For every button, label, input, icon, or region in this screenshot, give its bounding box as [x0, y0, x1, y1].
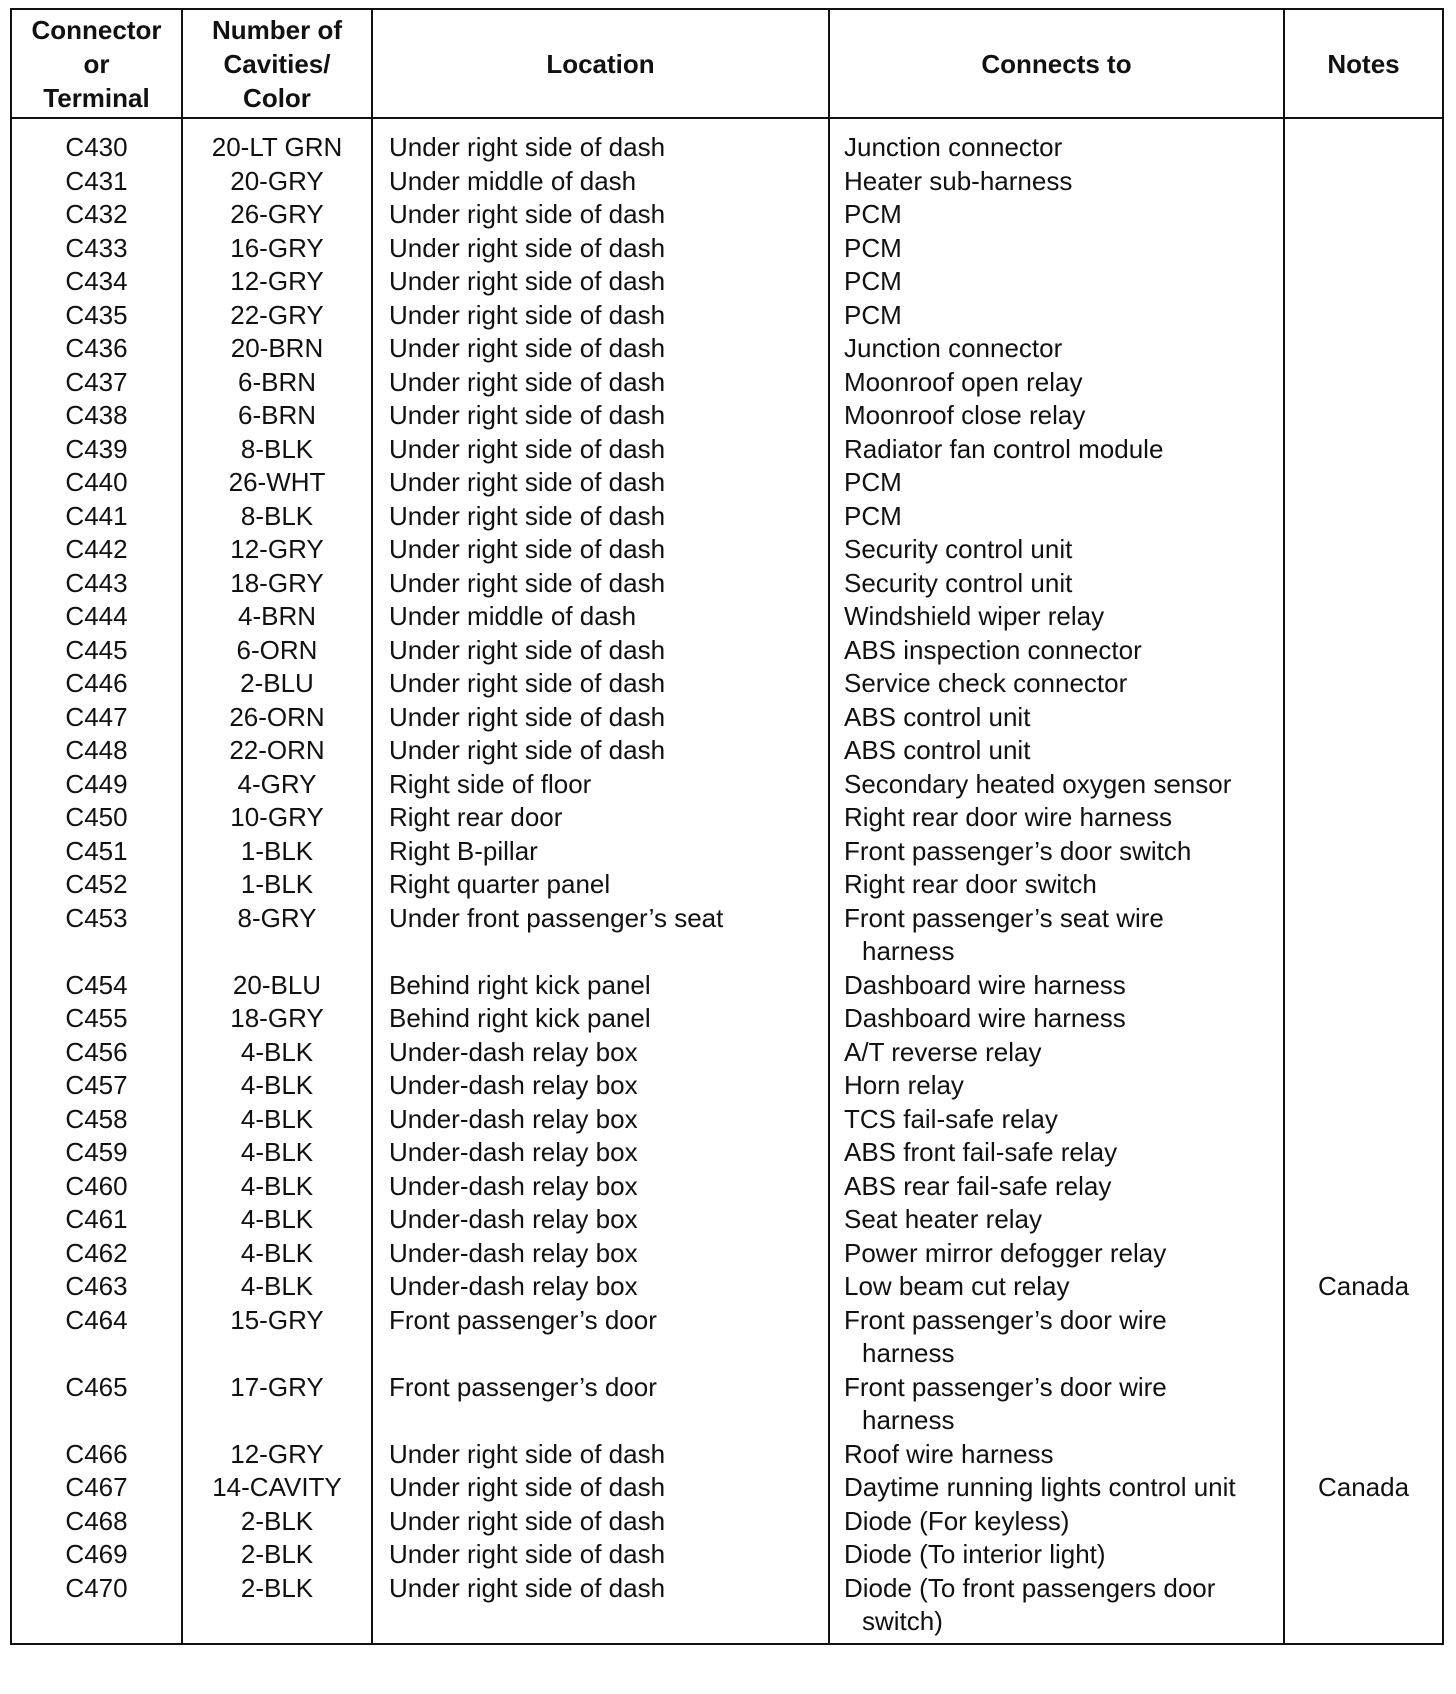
- connects-to-text: PCM: [844, 266, 902, 296]
- notes-cell: [1284, 1203, 1443, 1237]
- connects-to-text: PCM: [844, 299, 902, 330]
- notes-cell: [1284, 1237, 1443, 1271]
- header-notes: Notes: [1284, 9, 1443, 118]
- cavities-cell: 18-GRY: [182, 1002, 372, 1036]
- notes-cell: [1284, 768, 1443, 802]
- connector-cell: C455: [11, 1002, 182, 1036]
- connects-to-text: Front passenger’s door wire: [844, 1371, 1167, 1402]
- cavities-cell: 6-ORN: [182, 634, 372, 668]
- cavities-cell: 15-GRY: [182, 1304, 372, 1371]
- location-cell: Behind right kick panel: [372, 1002, 829, 1036]
- connects-to-text: PCM: [844, 467, 902, 497]
- table-row: [11, 500, 1443, 534]
- cavities-cell: 20-BRN: [182, 332, 372, 366]
- table-row: [11, 399, 1443, 433]
- cavities-cell: 4-BLK: [182, 1170, 372, 1204]
- connector-cell: C459: [11, 1136, 182, 1170]
- connects-to-cell: [829, 1270, 1284, 1304]
- table-row: [11, 299, 1443, 333]
- table-row: [11, 1237, 1443, 1271]
- notes-cell: [1284, 1170, 1443, 1204]
- table-row: [11, 567, 1443, 601]
- location-cell: Under right side of dash: [372, 466, 829, 500]
- connects-to-cell: [829, 265, 1284, 299]
- cavities-cell: 4-BLK: [182, 1237, 372, 1271]
- connector-cell: C461: [11, 1203, 182, 1237]
- location-cell: Under-dash relay box: [372, 1136, 829, 1170]
- location-cell: Under-dash relay box: [372, 1103, 829, 1137]
- table-row: [11, 1036, 1443, 1070]
- table-row: [11, 1371, 1443, 1438]
- cavities-cell: 8-BLK: [182, 500, 372, 534]
- location-cell: Under right side of dash: [372, 433, 829, 467]
- location-cell: Under right side of dash: [372, 500, 829, 534]
- cavities-cell: 4-BLK: [182, 1203, 372, 1237]
- connects-to-text: Daytime running lights control unit: [844, 1472, 1236, 1502]
- notes-cell: [1284, 701, 1443, 735]
- connects-to-text: Heater sub-harness: [844, 165, 1073, 196]
- location-cell: Under right side of dash: [372, 265, 829, 299]
- connects-to-cell: [829, 466, 1284, 500]
- connects-to-cell: [829, 1371, 1284, 1438]
- connects-to-cell: [829, 1136, 1284, 1170]
- notes-cell: [1284, 567, 1443, 601]
- connects-to-cell: [829, 299, 1284, 333]
- location-cell: Right rear door: [372, 801, 829, 835]
- location-cell: Under right side of dash: [372, 1471, 829, 1505]
- connector-cell: C448: [11, 734, 182, 768]
- location-cell: Under right side of dash: [372, 1438, 829, 1472]
- connects-to-cell: [829, 1170, 1284, 1204]
- connects-to-text: ABS inspection connector: [844, 634, 1142, 665]
- connects-to-cell: [829, 634, 1284, 668]
- connector-cell: C440: [11, 466, 182, 500]
- connector-cell: C441: [11, 500, 182, 534]
- header-connects-to: Connects to: [829, 9, 1284, 118]
- connects-to-cell: [829, 433, 1284, 467]
- notes-cell: [1284, 399, 1443, 433]
- cavities-cell: 1-BLK: [182, 868, 372, 902]
- table-row: [11, 1438, 1443, 1472]
- table-row: [11, 433, 1443, 467]
- table-row: [11, 801, 1443, 835]
- notes-cell: [1284, 801, 1443, 835]
- cavities-cell: 20-GRY: [182, 165, 372, 199]
- cavities-cell: 12-GRY: [182, 265, 372, 299]
- connector-cell: C453: [11, 902, 182, 969]
- cavities-cell: 10-GRY: [182, 801, 372, 835]
- table-row: [11, 1270, 1443, 1304]
- notes-cell: [1284, 1002, 1443, 1036]
- connector-cell: C469: [11, 1538, 182, 1572]
- connects-to-text: Front passenger’s door switch: [844, 835, 1192, 866]
- connects-to-text: Front passenger’s seat wire: [844, 902, 1164, 933]
- connects-to-text: Moonroof open relay: [844, 366, 1083, 397]
- connects-to-cell: [829, 232, 1284, 266]
- connector-cell: C442: [11, 533, 182, 567]
- connector-cell: C470: [11, 1572, 182, 1644]
- table-row: [11, 332, 1443, 366]
- connects-to-text: Secondary heated oxygen sensor: [844, 768, 1232, 799]
- cavities-cell: 12-GRY: [182, 1438, 372, 1472]
- table-row: [11, 868, 1443, 902]
- table-row: [11, 118, 1443, 165]
- table-row: [11, 667, 1443, 701]
- connects-to-text: Right rear door wire harness: [844, 802, 1173, 832]
- connects-to-text: Diode (To interior light): [844, 1539, 1106, 1569]
- cavities-cell: 2-BLK: [182, 1505, 372, 1539]
- table-row: [11, 533, 1443, 567]
- cavities-cell: 2-BLK: [182, 1538, 372, 1572]
- notes-cell: [1284, 734, 1443, 768]
- connector-cell: C449: [11, 768, 182, 802]
- connector-table-page: [10, 8, 1442, 1686]
- connects-to-continuation: switch): [862, 1606, 943, 1636]
- location-cell: Front passenger’s door: [372, 1371, 829, 1438]
- connector-cell: C432: [11, 198, 182, 232]
- notes-cell: [1284, 1103, 1443, 1137]
- connects-to-cell: [829, 118, 1284, 165]
- connects-to-cell: [829, 533, 1284, 567]
- cavities-cell: 16-GRY: [182, 232, 372, 266]
- cavities-cell: 20-BLU: [182, 969, 372, 1003]
- cavities-cell: 22-GRY: [182, 299, 372, 333]
- connects-to-text: TCS fail-safe relay: [844, 1103, 1058, 1134]
- cavities-cell: 26-GRY: [182, 198, 372, 232]
- table-row: [11, 734, 1443, 768]
- connects-to-cell: [829, 969, 1284, 1003]
- notes-cell: [1284, 299, 1443, 333]
- connector-cell: C464: [11, 1304, 182, 1371]
- connects-to-cell: [829, 1304, 1284, 1371]
- connector-cell: C460: [11, 1170, 182, 1204]
- location-cell: Under-dash relay box: [372, 1270, 829, 1304]
- table-row: [11, 232, 1443, 266]
- cavities-cell: 4-BLK: [182, 1069, 372, 1103]
- connects-to-text: Dashboard wire harness: [844, 969, 1126, 1000]
- notes-cell: [1284, 868, 1443, 902]
- connector-cell: C438: [11, 399, 182, 433]
- cavities-cell: 4-BRN: [182, 600, 372, 634]
- header-connector: Connector or Terminal: [11, 9, 182, 118]
- table-row: [11, 634, 1443, 668]
- cavities-cell: 2-BLK: [182, 1572, 372, 1644]
- connects-to-text: ABS control unit: [844, 701, 1031, 732]
- connects-to-text: Horn relay: [844, 1070, 964, 1100]
- cavities-cell: 20-LT GRN: [182, 118, 372, 165]
- table-row: [11, 265, 1443, 299]
- connects-to-cell: [829, 835, 1284, 869]
- notes-cell: Canada: [1284, 1471, 1443, 1505]
- cavities-cell: 26-WHT: [182, 466, 372, 500]
- connector-cell: C446: [11, 667, 182, 701]
- table-row: [11, 600, 1443, 634]
- table-row: [11, 1304, 1443, 1371]
- notes-cell: [1284, 118, 1443, 165]
- connector-cell: C436: [11, 332, 182, 366]
- connects-to-text: Seat heater relay: [844, 1204, 1043, 1234]
- table-row: [11, 902, 1443, 969]
- connects-to-cell: [829, 1002, 1284, 1036]
- cavities-cell: 4-BLK: [182, 1136, 372, 1170]
- connects-to-cell: [829, 1471, 1284, 1505]
- connects-to-text: PCM: [844, 500, 902, 531]
- notes-cell: [1284, 1069, 1443, 1103]
- cavities-cell: 18-GRY: [182, 567, 372, 601]
- location-cell: Under right side of dash: [372, 399, 829, 433]
- connector-cell: C433: [11, 232, 182, 266]
- notes-cell: [1284, 1572, 1443, 1644]
- connector-cell: C443: [11, 567, 182, 601]
- connects-to-text: Power mirror defogger relay: [844, 1237, 1167, 1268]
- cavities-cell: 4-BLK: [182, 1036, 372, 1070]
- table-row: [11, 969, 1443, 1003]
- cavities-cell: 8-BLK: [182, 433, 372, 467]
- connects-to-text: Radiator fan control module: [844, 433, 1164, 464]
- connects-to-cell: [829, 701, 1284, 735]
- notes-cell: [1284, 1036, 1443, 1070]
- connects-to-cell: [829, 500, 1284, 534]
- notes-cell: [1284, 265, 1443, 299]
- location-cell: Under middle of dash: [372, 165, 829, 199]
- connects-to-text: Security control unit: [844, 567, 1073, 598]
- connects-to-text: Moonroof close relay: [844, 400, 1086, 430]
- connector-cell: C437: [11, 366, 182, 400]
- connects-to-text: Junction connector: [844, 132, 1063, 162]
- connects-to-continuation: harness: [862, 1338, 955, 1368]
- notes-cell: [1284, 165, 1443, 199]
- connects-to-text: PCM: [844, 232, 902, 263]
- notes-cell: [1284, 667, 1443, 701]
- header-location: Location: [372, 9, 829, 118]
- connects-to-text: Windshield wiper relay: [844, 601, 1105, 631]
- connects-to-cell: [829, 1505, 1284, 1539]
- notes-cell: [1284, 1505, 1443, 1539]
- cavities-cell: 17-GRY: [182, 1371, 372, 1438]
- connects-to-text: ABS rear fail-safe relay: [844, 1170, 1112, 1201]
- connects-to-text: Front passenger’s door wire: [844, 1304, 1167, 1335]
- table-row: [11, 165, 1443, 199]
- connects-to-text: Junction connector: [844, 333, 1063, 363]
- connector-cell: C451: [11, 835, 182, 869]
- connector-cell: C445: [11, 634, 182, 668]
- table-row: [11, 1505, 1443, 1539]
- connector-cell: C450: [11, 801, 182, 835]
- cavities-cell: 4-GRY: [182, 768, 372, 802]
- connects-to-cell: [829, 198, 1284, 232]
- location-cell: Under right side of dash: [372, 1505, 829, 1539]
- notes-cell: [1284, 634, 1443, 668]
- connector-cell: C439: [11, 433, 182, 467]
- cavities-cell: 4-BLK: [182, 1270, 372, 1304]
- connector-cell: C468: [11, 1505, 182, 1539]
- connects-to-cell: [829, 165, 1284, 199]
- table-row: [11, 1471, 1443, 1505]
- connector-cell: C434: [11, 265, 182, 299]
- table-row: [11, 366, 1443, 400]
- location-cell: Under right side of dash: [372, 734, 829, 768]
- connects-to-cell: [829, 1203, 1284, 1237]
- table-row: [11, 1002, 1443, 1036]
- connects-to-cell: [829, 768, 1284, 802]
- location-cell: Under right side of dash: [372, 567, 829, 601]
- cavities-cell: 14-CAVITY: [182, 1471, 372, 1505]
- notes-cell: [1284, 1371, 1443, 1438]
- notes-cell: [1284, 533, 1443, 567]
- location-cell: Under right side of dash: [372, 299, 829, 333]
- location-cell: Right side of floor: [372, 768, 829, 802]
- location-cell: Under right side of dash: [372, 118, 829, 165]
- connects-to-cell: [829, 1438, 1284, 1472]
- connector-cell: C463: [11, 1270, 182, 1304]
- connects-to-cell: [829, 399, 1284, 433]
- connects-to-text: PCM: [844, 199, 902, 229]
- notes-cell: [1284, 332, 1443, 366]
- connector-cell: C462: [11, 1237, 182, 1271]
- connector-cell: C435: [11, 299, 182, 333]
- location-cell: Under right side of dash: [372, 634, 829, 668]
- location-cell: Behind right kick panel: [372, 969, 829, 1003]
- table-row: [11, 1103, 1443, 1137]
- connector-cell: C452: [11, 868, 182, 902]
- table-row: [11, 1203, 1443, 1237]
- cavities-cell: 1-BLK: [182, 835, 372, 869]
- location-cell: Under right side of dash: [372, 232, 829, 266]
- location-cell: Under-dash relay box: [372, 1237, 829, 1271]
- connects-to-text: Dashboard wire harness: [844, 1003, 1126, 1033]
- header-row: [11, 9, 1443, 118]
- connects-to-text: Right rear door switch: [844, 869, 1097, 899]
- connector-cell: C467: [11, 1471, 182, 1505]
- table-row: [11, 1572, 1443, 1644]
- connects-to-text: Low beam cut relay: [844, 1271, 1070, 1301]
- table-row: [11, 1069, 1443, 1103]
- location-cell: Under right side of dash: [372, 533, 829, 567]
- connects-to-text: Diode (For keyless): [844, 1505, 1070, 1536]
- connects-to-text: Roof wire harness: [844, 1438, 1054, 1469]
- connects-to-text: ABS control unit: [844, 735, 1031, 765]
- notes-cell: [1284, 1538, 1443, 1572]
- notes-cell: [1284, 835, 1443, 869]
- cavities-cell: 4-BLK: [182, 1103, 372, 1137]
- cavities-cell: 12-GRY: [182, 533, 372, 567]
- connector-table: [10, 8, 1444, 1645]
- connects-to-cell: [829, 734, 1284, 768]
- cavities-cell: 2-BLU: [182, 667, 372, 701]
- notes-cell: [1284, 232, 1443, 266]
- connects-to-text: Diode (To front passengers door: [844, 1572, 1216, 1603]
- cavities-cell: 26-ORN: [182, 701, 372, 735]
- connects-to-cell: [829, 1538, 1284, 1572]
- notes-cell: [1284, 466, 1443, 500]
- notes-cell: [1284, 600, 1443, 634]
- notes-cell: [1284, 902, 1443, 969]
- table-row: [11, 466, 1443, 500]
- table-row: [11, 835, 1443, 869]
- notes-cell: [1284, 366, 1443, 400]
- location-cell: Right B-pillar: [372, 835, 829, 869]
- connects-to-text: Security control unit: [844, 534, 1073, 564]
- notes-cell: [1284, 1438, 1443, 1472]
- connector-cell: C430: [11, 118, 182, 165]
- connects-to-text: A/T reverse relay: [844, 1036, 1042, 1067]
- cavities-cell: 8-GRY: [182, 902, 372, 969]
- cavities-cell: 22-ORN: [182, 734, 372, 768]
- connects-to-cell: [829, 1103, 1284, 1137]
- table-row: [11, 1538, 1443, 1572]
- location-cell: Under-dash relay box: [372, 1036, 829, 1070]
- connects-to-continuation: harness: [862, 1405, 955, 1435]
- connects-to-cell: [829, 567, 1284, 601]
- connector-cell: C456: [11, 1036, 182, 1070]
- connector-cell: C457: [11, 1069, 182, 1103]
- header-cavities: Number of Cavities/ Color: [182, 9, 372, 118]
- connector-cell: C447: [11, 701, 182, 735]
- location-cell: Under-dash relay box: [372, 1170, 829, 1204]
- location-cell: Under right side of dash: [372, 1538, 829, 1572]
- notes-cell: Canada: [1284, 1270, 1443, 1304]
- connects-to-text: ABS front fail-safe relay: [844, 1137, 1118, 1167]
- location-cell: Under middle of dash: [372, 600, 829, 634]
- connects-to-cell: [829, 332, 1284, 366]
- connects-to-cell: [829, 801, 1284, 835]
- connects-to-cell: [829, 1572, 1284, 1644]
- location-cell: Under right side of dash: [372, 198, 829, 232]
- table-row: [11, 198, 1443, 232]
- notes-cell: [1284, 433, 1443, 467]
- notes-cell: [1284, 500, 1443, 534]
- location-cell: Under-dash relay box: [372, 1069, 829, 1103]
- location-cell: Under front passenger’s seat: [372, 902, 829, 969]
- connects-to-continuation: harness: [862, 936, 955, 966]
- connects-to-cell: [829, 667, 1284, 701]
- connector-cell: C458: [11, 1103, 182, 1137]
- notes-cell: [1284, 198, 1443, 232]
- notes-cell: [1284, 969, 1443, 1003]
- connector-cell: C466: [11, 1438, 182, 1472]
- notes-cell: [1284, 1304, 1443, 1371]
- connector-cell: C465: [11, 1371, 182, 1438]
- table-row: [11, 701, 1443, 735]
- location-cell: Front passenger’s door: [372, 1304, 829, 1371]
- location-cell: Under-dash relay box: [372, 1203, 829, 1237]
- table-row: [11, 1170, 1443, 1204]
- connects-to-cell: [829, 1036, 1284, 1070]
- location-cell: Under right side of dash: [372, 667, 829, 701]
- location-cell: Right quarter panel: [372, 868, 829, 902]
- connects-to-cell: [829, 1237, 1284, 1271]
- cavities-cell: 6-BRN: [182, 399, 372, 433]
- connects-to-cell: [829, 366, 1284, 400]
- connects-to-text: Service check connector: [844, 668, 1128, 698]
- connects-to-cell: [829, 1069, 1284, 1103]
- location-cell: Under right side of dash: [372, 366, 829, 400]
- location-cell: Under right side of dash: [372, 701, 829, 735]
- connects-to-cell: [829, 902, 1284, 969]
- connector-cell: C444: [11, 600, 182, 634]
- notes-cell: [1284, 1136, 1443, 1170]
- table-row: [11, 768, 1443, 802]
- connector-cell: C454: [11, 969, 182, 1003]
- cavities-cell: 6-BRN: [182, 366, 372, 400]
- table-row: [11, 1136, 1443, 1170]
- location-cell: Under right side of dash: [372, 332, 829, 366]
- connector-cell: C431: [11, 165, 182, 199]
- connects-to-cell: [829, 868, 1284, 902]
- location-cell: Under right side of dash: [372, 1572, 829, 1644]
- connects-to-cell: [829, 600, 1284, 634]
